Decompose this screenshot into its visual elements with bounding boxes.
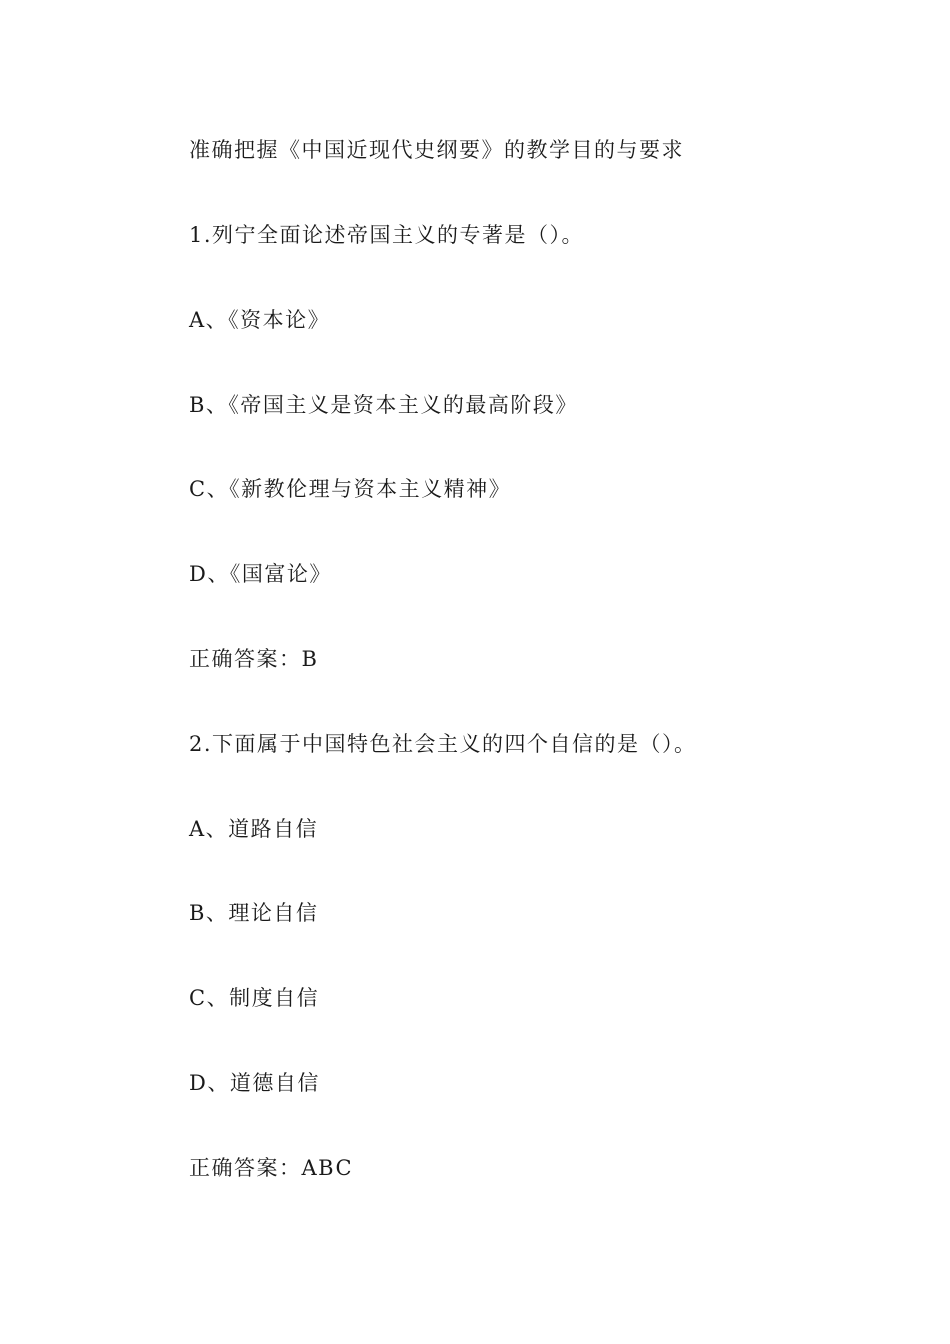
question-1-option-d: D、《国富论》 xyxy=(189,562,332,586)
question-2-option-b: B、理论自信 xyxy=(189,901,319,925)
question-2-option-a: A、道路自信 xyxy=(189,817,319,841)
question-1-stem: 1.列宁全面论述帝国主义的专著是（）。 xyxy=(189,223,585,247)
question-1-answer: 正确答案：B xyxy=(189,647,319,671)
question-1-option-c: C、《新教伦理与资本主义精神》 xyxy=(189,477,512,501)
question-2-answer: 正确答案：ABC xyxy=(189,1156,354,1180)
question-1-option-a: A、《资本论》 xyxy=(189,308,331,332)
question-1-option-b: B、《帝国主义是资本主义的最高阶段》 xyxy=(189,393,578,417)
question-2-stem: 2.下面属于中国特色社会主义的四个自信的是（）。 xyxy=(189,732,697,756)
question-2-option-d: D、道德自信 xyxy=(189,1071,320,1095)
question-2-option-c: C、制度自信 xyxy=(189,986,320,1010)
document-title: 准确把握《中国近现代史纲要》的教学目的与要求 xyxy=(189,138,684,162)
